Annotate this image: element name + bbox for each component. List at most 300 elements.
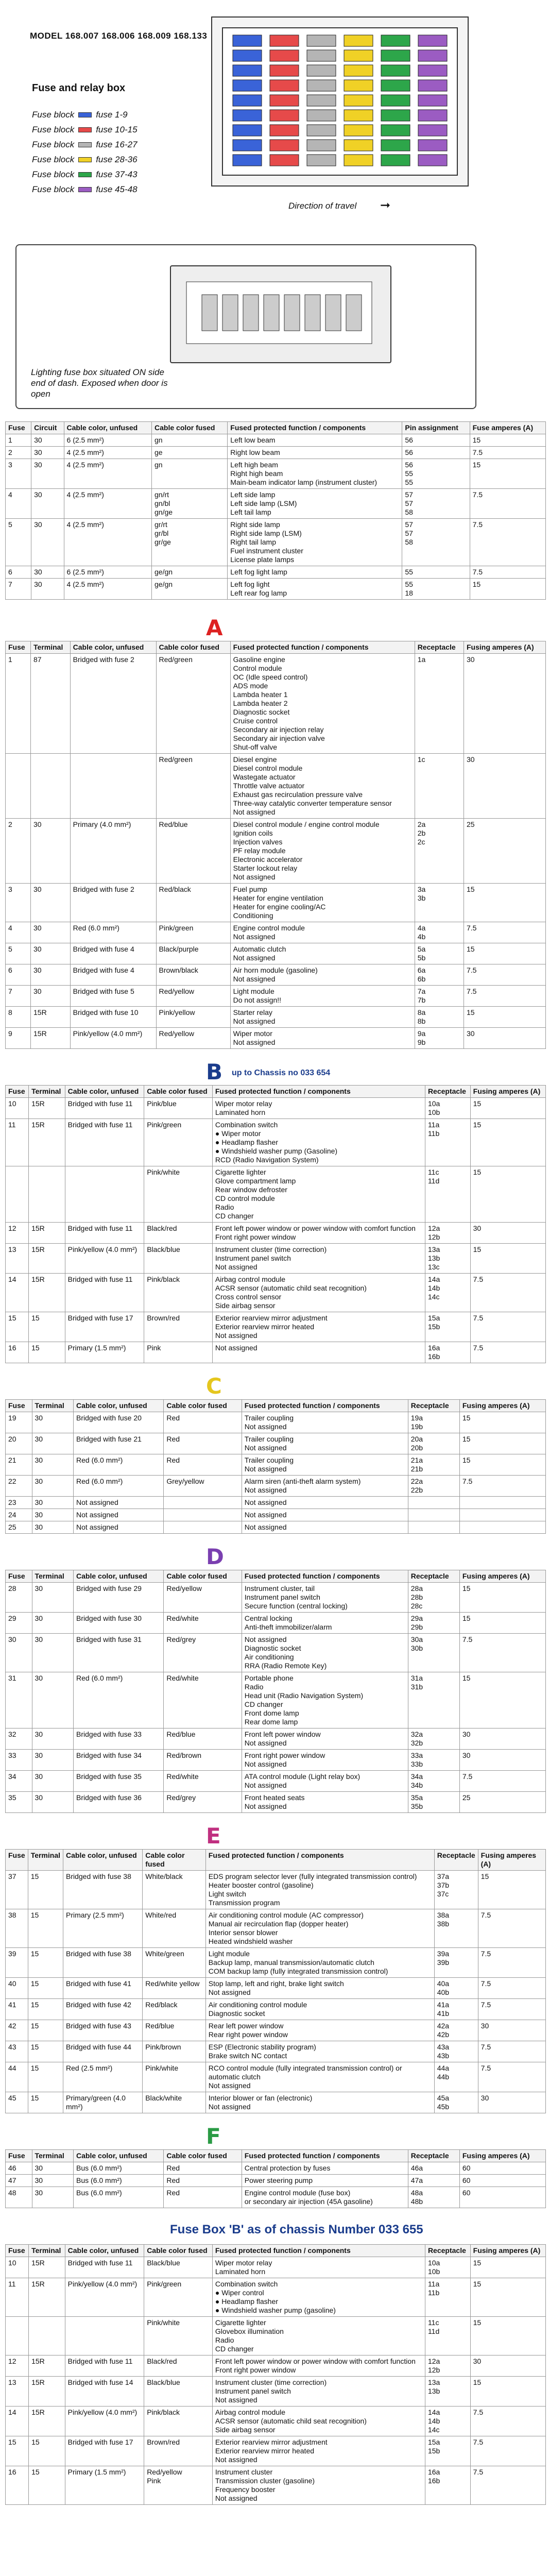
table-row	[6, 1244, 546, 1274]
table-cell: 15	[459, 1613, 545, 1634]
table-cell: Bridged with fuse 2	[70, 654, 156, 754]
table-cell: 44a 44b	[434, 2062, 478, 2092]
column-header: Fused protected function / components	[212, 2245, 425, 2257]
table-cell: Right low beam	[228, 447, 402, 459]
table-cell: Gasoline engine Control module OC (Idle speed control) ADS mode Lambda heater 1 Lambda heater 2 Diagnostic socket Cruise control Secondary air injection relay Secondary air injection valve Shut-off valve	[230, 654, 415, 754]
table-cell: 30	[32, 1476, 74, 1497]
table-row	[6, 754, 546, 819]
table-cell: 15	[28, 1999, 63, 2020]
table-row	[6, 566, 546, 579]
fuse-slot	[307, 140, 336, 151]
table-cell: 15	[459, 1672, 545, 1728]
table-row	[6, 2092, 546, 2113]
table-cell: Bridged with fuse 4	[70, 943, 156, 964]
table-cell: 44	[6, 2062, 28, 2092]
table-cell: Pink/white	[143, 2062, 206, 2092]
table-cell	[65, 1166, 144, 1223]
column-header: Fused protected function / components	[242, 2150, 408, 2162]
relay-note: Lighting fuse box situated ON side end of dash. Exposed when door is open	[31, 367, 168, 399]
table-row	[6, 819, 546, 884]
table-cell: 30	[31, 819, 71, 884]
table-cell: Red/yellow	[156, 1028, 230, 1049]
table-cell: 7.5	[470, 2406, 545, 2436]
table-cell: 10a 10b	[425, 1098, 470, 1119]
table-cell: Black/white	[143, 2092, 206, 2113]
direction-label: Direction of travel	[288, 201, 357, 211]
table-cell: 15	[459, 1433, 545, 1454]
table-cell: 30a 30b	[408, 1634, 459, 1672]
table-cell: 15	[6, 2436, 29, 2466]
table-cell: 47	[6, 2175, 32, 2187]
table-cell: 33	[6, 1750, 32, 1771]
table-cell: 30	[459, 1750, 545, 1771]
table-cell	[164, 1521, 242, 1534]
table-header-row	[6, 1850, 546, 1871]
table-row	[6, 2278, 546, 2317]
fuse-section-table	[5, 1399, 546, 1534]
table-row	[6, 986, 546, 1007]
table-cell: 2	[6, 819, 31, 884]
fuse-slot	[270, 80, 299, 91]
table-cell: Not assigned	[242, 1509, 408, 1521]
table-cell: 7.5	[464, 922, 545, 943]
fuse-slot	[381, 50, 410, 61]
column-header: Fuse	[6, 1400, 32, 1412]
legend-label: Fuse block	[32, 139, 75, 149]
table-cell: Pink/blue	[144, 1098, 213, 1119]
table-cell: Starter relay Not assigned	[230, 1007, 415, 1028]
table-cell: 30	[31, 447, 64, 459]
fuse-slot	[270, 50, 299, 61]
table-cell: 37	[6, 1871, 28, 1909]
table-row	[6, 1999, 546, 2020]
table-cell: White/black	[143, 1871, 206, 1909]
table-cell: 40a 40b	[434, 1978, 478, 1999]
table-cell: Instrument cluster (time correction) Instrument panel switch Not assigned	[212, 2377, 425, 2406]
table-cell: 56	[402, 447, 470, 459]
table-cell: Red/yellow	[156, 986, 230, 1007]
legend-text: fuse 10-15	[96, 124, 138, 134]
table-row	[6, 2041, 546, 2062]
column-header: Fusing amperes (A)	[459, 2150, 545, 2162]
table-cell: Bridged with fuse 14	[65, 2377, 144, 2406]
table-cell: Bridged with fuse 35	[74, 1771, 164, 1792]
table-cell	[408, 1497, 459, 1509]
table-cell: Left fog light Left rear fog lamp	[228, 579, 402, 600]
column-header: Fuse	[6, 641, 31, 654]
column-header: Terminal	[32, 1400, 74, 1412]
table-cell: 30	[32, 1672, 74, 1728]
column-header: Fusing amperes (A)	[459, 1570, 545, 1583]
table-cell: Bridged with fuse 20	[74, 1412, 164, 1433]
table-cell: 23	[6, 1497, 32, 1509]
table-row	[6, 459, 546, 489]
table-cell: 4 (2.5 mm²)	[64, 489, 151, 519]
table-cell: 30	[32, 2162, 74, 2175]
table-cell: Bridged with fuse 11	[65, 2355, 144, 2377]
table-cell: Front left power window or power window with comfort function Front right power window	[212, 1223, 425, 1244]
table-cell: 15R	[29, 1274, 65, 1312]
column-header: Receptacle	[434, 1850, 478, 1871]
column-header: Cable color, unfused	[74, 2150, 164, 2162]
table-cell: 3	[6, 884, 31, 922]
column-header: Cable color fused	[164, 1570, 242, 1583]
table-cell: 47a	[408, 2175, 459, 2187]
table-cell: 15	[470, 1098, 545, 1119]
table-cell: 30	[470, 1223, 545, 1244]
table-cell: 35a 35b	[408, 1792, 459, 1813]
table-row	[6, 1274, 546, 1312]
legend-text: fuse 28-36	[96, 154, 138, 164]
arrow-right-icon: ➞	[380, 198, 391, 212]
table-cell: Bridged with fuse 10	[70, 1007, 156, 1028]
table-cell: 15	[29, 1342, 65, 1363]
fuse-section-table	[5, 1849, 546, 2113]
table-cell: 19a 19b	[408, 1412, 459, 1433]
column-header: Cable color fused	[164, 2150, 242, 2162]
table-cell: Black/blue	[144, 1244, 213, 1274]
table-cell: ge	[152, 447, 228, 459]
table-cell: 7.5	[478, 2062, 545, 2092]
table-cell: Pink/green	[144, 1119, 213, 1166]
fuse-slot	[418, 110, 447, 121]
fuse-slot	[418, 140, 447, 151]
table-cell: Primary (2.5 mm²)	[63, 1909, 143, 1948]
table-cell: gr/rt gr/bl gr/ge	[152, 519, 228, 566]
table-cell: 42a 42b	[434, 2020, 478, 2041]
table-cell: 15	[478, 1871, 545, 1909]
table-cell: 15	[459, 1583, 545, 1613]
table-row	[6, 1223, 546, 1244]
fuse-slot	[381, 65, 410, 76]
table-cell: 43a 43b	[434, 2041, 478, 2062]
table-cell: Left side lamp Left side lamp (LSM) Left tail lamp	[228, 489, 402, 519]
table-cell: Bridged with fuse 34	[74, 1750, 164, 1771]
table-cell: 6	[6, 964, 31, 986]
table-cell: 11c 11d	[425, 2317, 470, 2355]
table-row	[6, 1454, 546, 1476]
table-cell: 15R	[29, 2377, 65, 2406]
table-cell: 7.5	[478, 1978, 545, 1999]
table-cell: 11	[6, 1119, 29, 1166]
table-cell: 6 (2.5 mm²)	[64, 566, 151, 579]
table-cell: 15	[28, 2092, 63, 2113]
legend-swatch	[78, 112, 92, 117]
table-cell: 7.5	[470, 447, 545, 459]
table-cell: Red/yellow Pink	[144, 2466, 213, 2505]
table-cell: 20	[6, 1433, 32, 1454]
table-cell: 30	[31, 922, 71, 943]
table-cell: Red (6.0 mm²)	[74, 1476, 164, 1497]
column-header: Fused protected function / components	[242, 1570, 408, 1583]
table-cell: Combination switch ● Wiper control ● Headlamp flasher ● Windshield washer pump (gasoline)	[212, 2278, 425, 2317]
table-cell: 30	[32, 1497, 74, 1509]
table-row	[6, 964, 546, 986]
table-cell: ATA control module (Light relay box) Not assigned	[242, 1771, 408, 1792]
table-cell: 39	[6, 1948, 28, 1978]
table-cell: Red/white yellow	[143, 1978, 206, 1999]
table-row	[6, 2466, 546, 2505]
legend-label: Fuse block	[32, 154, 75, 164]
table-cell: Primary/green (4.0 mm²)	[63, 2092, 143, 2113]
table-cell: 14a 14b 14c	[425, 2406, 470, 2436]
table-row	[6, 1497, 546, 1509]
column-header: Fused protected function / components	[242, 1400, 408, 1412]
column-header: Receptacle	[408, 1570, 459, 1583]
table-row	[6, 489, 546, 519]
table-cell: 30	[31, 943, 71, 964]
column-header: Fused protected function / components	[230, 641, 415, 654]
fuse-slot	[270, 140, 299, 151]
table-cell: Pink/white	[144, 2317, 213, 2355]
table-cell: Red/white	[164, 1672, 242, 1728]
fuse-box-svg	[212, 18, 468, 185]
column-header: Fusing amperes (A)	[478, 1850, 545, 1871]
column-header: Cable color, unfused	[65, 1086, 144, 1098]
table-cell: 40	[6, 1978, 28, 1999]
table-cell	[6, 754, 31, 819]
table-cell: 15	[470, 579, 545, 600]
table-cell: 6a 6b	[415, 964, 464, 986]
fuse-slot	[270, 125, 299, 136]
table-cell: 19	[6, 1412, 32, 1433]
table-cell: 12	[6, 1223, 29, 1244]
table-cell: Red/brown	[164, 1750, 242, 1771]
table-cell: 1	[6, 654, 31, 754]
table-cell: Red	[164, 2187, 242, 2208]
table-cell: Stop lamp, left and right, brake light switch Not assigned	[205, 1978, 434, 1999]
fuse-slot	[307, 95, 336, 106]
table-cell	[459, 1497, 545, 1509]
table-cell: Black/blue	[144, 2377, 213, 2406]
table-cell: 46	[6, 2162, 32, 2175]
table-row	[6, 943, 546, 964]
table-cell: 1	[6, 434, 31, 447]
table-cell: 15R	[31, 1028, 71, 1049]
model-line: MODEL 168.007 168.006 168.009 168.133	[30, 31, 208, 41]
table-cell: 4 (2.5 mm²)	[64, 459, 151, 489]
table-cell: 15	[470, 1119, 545, 1166]
lighting-fuse-box	[170, 265, 391, 363]
fuse-box-diagram	[211, 16, 469, 187]
table-cell: 20a 20b	[408, 1433, 459, 1454]
table-cell: 15	[470, 434, 545, 447]
table-cell: Front right power window Not assigned	[242, 1750, 408, 1771]
table-cell: Bridged with fuse 43	[63, 2020, 143, 2041]
table-cell: 7.5	[459, 1634, 545, 1672]
column-header: Fuse amperes (A)	[470, 422, 545, 434]
table-cell	[408, 1509, 459, 1521]
table-cell: Engine control module (fuse box) or secondary air injection (45A gasoline)	[242, 2187, 408, 2208]
table-cell: 30	[31, 964, 71, 986]
table-cell: 30	[31, 519, 64, 566]
fuse-slot	[270, 35, 299, 46]
table-cell: Red	[164, 1433, 242, 1454]
table-cell: 12	[6, 2355, 29, 2377]
table-cell: Red	[164, 2162, 242, 2175]
table-cell: Central protection by fuses	[242, 2162, 408, 2175]
legend-text: fuse 37-43	[96, 169, 138, 179]
table-cell: 15a 15b	[425, 2436, 470, 2466]
fuse-slot	[344, 125, 373, 136]
column-header: Terminal	[28, 1850, 63, 1871]
table-cell: Black/purple	[156, 943, 230, 964]
column-header: Fused protected function / components	[228, 422, 402, 434]
column-header: Terminal	[32, 2150, 74, 2162]
section-letter: A	[206, 615, 223, 640]
table-cell: 5	[6, 943, 31, 964]
table-cell: 30	[31, 434, 64, 447]
table-cell: 14	[6, 2406, 29, 2436]
fuse-slot	[381, 140, 410, 151]
table-cell: Light module Backup lamp, manual transmission/automatic clutch COM backup lamp (fully integrated transmission control)	[205, 1948, 434, 1978]
table-cell: 15R	[29, 1244, 65, 1274]
table-cell: 10	[6, 1098, 29, 1119]
table-row	[6, 579, 546, 600]
table-cell: 45a 45b	[434, 2092, 478, 2113]
table-row	[6, 1948, 546, 1978]
table-cell: EDS program selector lever (fully integrated transmission control) Heater booster control (gasoline) Light switch Transmission program	[205, 1871, 434, 1909]
column-header: Fusing amperes (A)	[470, 1086, 545, 1098]
fuse-slot	[307, 35, 336, 46]
table-row	[6, 2377, 546, 2406]
column-header: Cable color fused	[156, 641, 230, 654]
table-cell: 30	[31, 986, 71, 1007]
table-cell: Red/grey	[164, 1634, 242, 1672]
table-cell: Red/green	[156, 654, 230, 754]
table-cell: 32a 32b	[408, 1728, 459, 1750]
column-header: Cable color fused	[143, 1850, 206, 1871]
table-cell: Brown/red	[144, 1312, 213, 1342]
table-header-row	[6, 1086, 546, 1098]
table-cell: Pink/black	[144, 2406, 213, 2436]
table-cell: 16a 16b	[425, 2466, 470, 2505]
table-cell: Red	[164, 1412, 242, 1433]
table-cell: Bridged with fuse 11	[65, 1274, 144, 1312]
table-cell: Bus (6.0 mm²)	[74, 2187, 164, 2208]
table-cell: Brown/black	[156, 964, 230, 986]
table-cell: Red (2.5 mm²)	[63, 2062, 143, 2092]
table-row	[6, 447, 546, 459]
table-cell: Pink/yellow (4.0 mm²)	[65, 1244, 144, 1274]
table-cell	[164, 1509, 242, 1521]
table-cell: 11a 11b	[425, 1119, 470, 1166]
table-cell: 29a 29b	[408, 1613, 459, 1634]
table-cell: 22	[6, 1476, 32, 1497]
table-cell: Bridged with fuse 31	[74, 1634, 164, 1672]
table-cell: Pink/green	[144, 2278, 213, 2317]
fuse-slot	[381, 110, 410, 121]
table-cell: Left low beam	[228, 434, 402, 447]
table-cell: Left fog light lamp	[228, 566, 402, 579]
table-cell: Red/white	[164, 1771, 242, 1792]
table-cell: Airbag control module ACSR sensor (automatic child seat recognition) Side airbag sensor	[212, 2406, 425, 2436]
table-cell: 28	[6, 1583, 32, 1613]
table-cell: 15R	[29, 2406, 65, 2436]
column-header: Fuse	[6, 2150, 32, 2162]
table-cell: 55	[402, 566, 470, 579]
table-cell: 7.5	[470, 566, 545, 579]
table-cell: Bridged with fuse 21	[74, 1433, 164, 1454]
table-cell: 15	[470, 2317, 545, 2355]
table-cell: Pink	[144, 1342, 213, 1363]
table-cell: Power steering pump	[242, 2175, 408, 2187]
column-header: Cable color fused	[164, 1400, 242, 1412]
table-cell	[459, 1509, 545, 1521]
table-cell: 7.5	[459, 1476, 545, 1497]
fuse-slot	[233, 125, 262, 136]
section-letter: E	[206, 1823, 221, 1849]
column-header: Terminal	[29, 1086, 65, 1098]
table-cell: 30	[32, 1521, 74, 1534]
table-cell: Red	[164, 2175, 242, 2187]
table-cell: 14	[6, 1274, 29, 1312]
legend-swatch	[78, 157, 92, 162]
table-cell: 9a 9b	[415, 1028, 464, 1049]
table-cell: Not assigned	[242, 1497, 408, 1509]
table-cell: 21	[6, 1454, 32, 1476]
column-header: Fusing amperes (A)	[459, 1400, 545, 1412]
table-row	[6, 1342, 546, 1363]
fuse-slot	[381, 35, 410, 46]
table-cell: 7.5	[470, 2436, 545, 2466]
table-cell: Bridged with fuse 30	[74, 1613, 164, 1634]
fuse-slot	[270, 95, 299, 106]
table-cell: 30	[459, 1728, 545, 1750]
table-cell	[70, 754, 156, 819]
table-cell: Bridged with fuse 42	[63, 1999, 143, 2020]
table-cell: 16a 16b	[425, 1342, 470, 1363]
table-cell: Wiper motor relay Laminated horn	[212, 2257, 425, 2278]
table-row	[6, 884, 546, 922]
table-cell: 15	[29, 2436, 65, 2466]
fuse-slot	[344, 95, 373, 106]
column-header: Cable color, unfused	[74, 1570, 164, 1583]
table-cell: Red (6.0 mm²)	[70, 922, 156, 943]
table-cell: Pink/yellow (4.0 mm²)	[70, 1028, 156, 1049]
table-cell: Not assigned	[242, 1521, 408, 1534]
column-header: Fuse	[6, 1570, 32, 1583]
table-cell: Instrument cluster (time correction) Instrument panel switch Not assigned	[212, 1244, 425, 1274]
table-cell: Bus (6.0 mm²)	[74, 2162, 164, 2175]
section-subtitle: up to Chassis no 033 654	[232, 1069, 331, 1077]
legend-label: Fuse block	[32, 169, 75, 179]
table-cell: 15R	[29, 2355, 65, 2377]
table-cell: 32	[6, 1728, 32, 1750]
table-row	[6, 1007, 546, 1028]
table-cell: White/red	[143, 1909, 206, 1948]
column-header: Receptacle	[425, 2245, 470, 2257]
fuse-slot	[418, 155, 447, 166]
table-row	[6, 1098, 546, 1119]
table-cell: 56 55 55	[402, 459, 470, 489]
column-header: Receptacle	[425, 1086, 470, 1098]
column-header: Fused protected function / components	[205, 1850, 434, 1871]
table-row	[6, 2406, 546, 2436]
fuse-section-table	[5, 1085, 546, 1363]
table-cell: Instrument cluster Transmission cluster (gasoline) Frequency booster Not assigned	[212, 2466, 425, 2505]
column-header: Terminal	[31, 641, 71, 654]
table-cell: 4 (2.5 mm²)	[64, 519, 151, 566]
table-cell: 15	[470, 2278, 545, 2317]
table-cell: 60	[459, 2187, 545, 2208]
table-cell: Rear left power window Rear right power window	[205, 2020, 434, 2041]
fuse-slot	[381, 95, 410, 106]
section-letter: F	[206, 2124, 221, 2149]
table-cell: 55 18	[402, 579, 470, 600]
table-cell: Air horn module (gasoline) Not assigned	[230, 964, 415, 986]
table-cell: Right side lamp Right side lamp (LSM) Right tail lamp Fuel instrument cluster License plate lamps	[228, 519, 402, 566]
